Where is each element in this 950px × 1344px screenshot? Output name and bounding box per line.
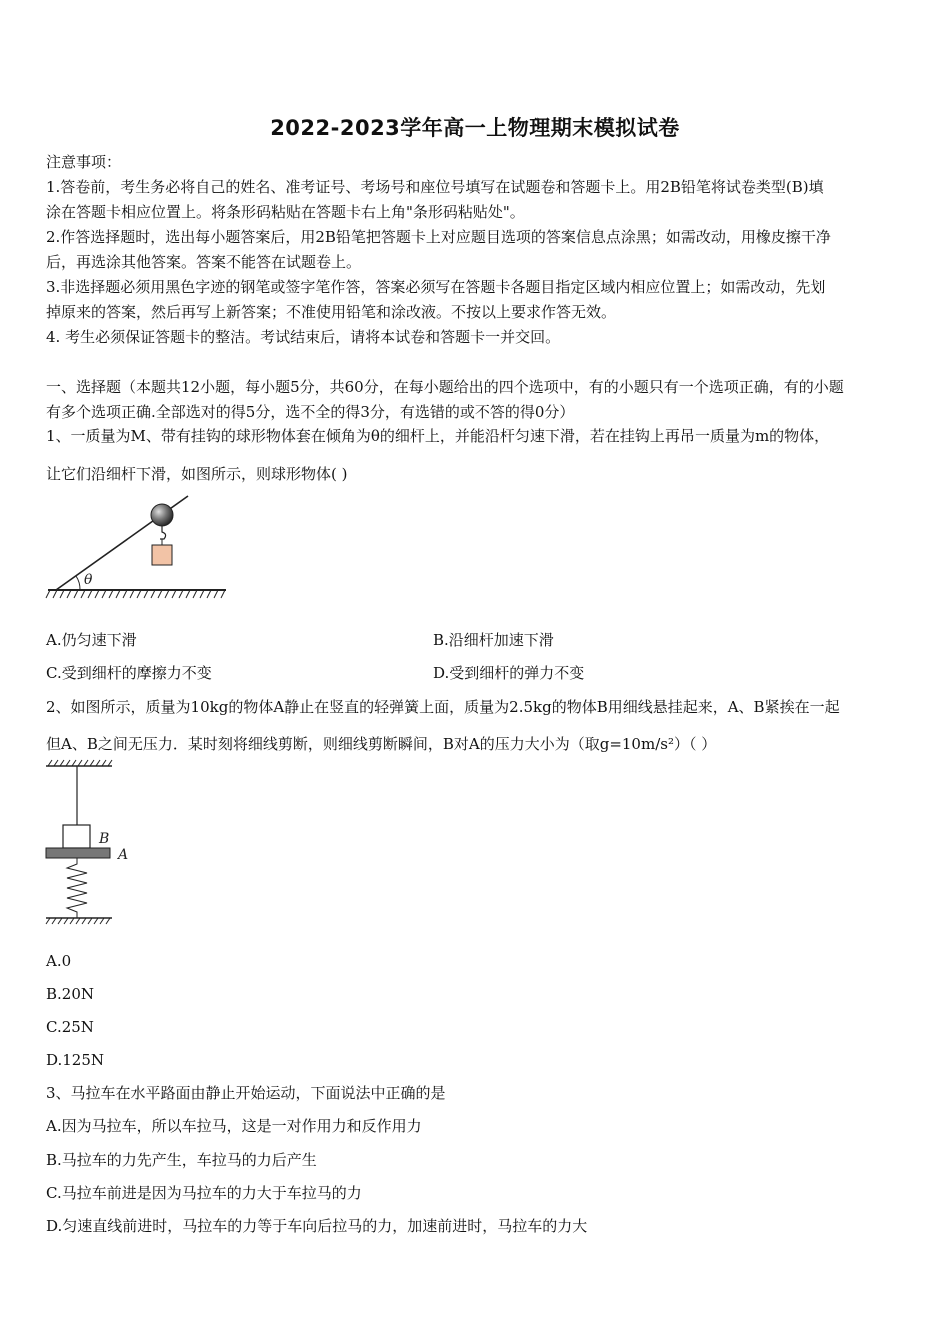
notice-line: 后，再选涂其他答案。答案不能答在试题卷上。 xyxy=(46,253,362,271)
q2-option-b[interactable]: B.20N xyxy=(46,985,95,1003)
notice-line: 2.作答选择题时，选出每小题答案后，用2B铅笔把答题卡上对应题目选项的答案信息点涂黑；如需改动，用橡皮擦干净 xyxy=(46,228,831,246)
q1-stem: 1、一质量为M、带有挂钩的球形物体套在倾角为θ的细杆上，并能沿杆匀速下滑，若在挂钩上再吊一质量为m的物体， xyxy=(46,427,830,445)
notice-line: 涂在答题卡相应位置上。将条形码粘贴在答题卡右上角"条形码粘贴处"。 xyxy=(46,203,525,221)
notice-line: 4. 考生必须保证答题卡的整洁。考试结束后，请将本试卷和答题卡一并交回。 xyxy=(46,328,561,346)
q3-option-d[interactable]: D.匀速直线前进时，马拉车的力等于车向后拉马的力，加速前进时，马拉车的力大 xyxy=(46,1217,588,1235)
q1-option-a[interactable]: A.仍匀速下滑 xyxy=(46,631,137,649)
q1-stem: 让它们沿细杆下滑，如图所示，则球形物体( ) xyxy=(46,465,348,483)
block-b xyxy=(63,825,90,848)
notice-line: 1.答卷前，考生务必将自己的姓名、准考证号、考场号和座位号填写在试题卷和答题卡上。用2B铅笔将试卷类型(B)填 xyxy=(46,178,824,196)
section-instruction: 有多个选项正确.全部选对的得5分，选不全的得3分，有选错的或不答的得0分） xyxy=(46,403,575,421)
q2-stem: 但A、B之间无压力．某时刻将细线剪断，则细线剪断瞬间，B对A的压力大小为（取g=10m/s²）（ ） xyxy=(46,735,717,753)
q2-stem: 2、如图所示，质量为10kg的物体A静止在竖直的轻弹簧上面，质量为2.5kg的物体B用细线悬挂起来，A、B紧挨在一起 xyxy=(46,698,840,716)
q2-option-c[interactable]: C.25N xyxy=(46,1018,94,1036)
q3-option-c[interactable]: C.马拉车前进是因为马拉车的力大于车拉马的力 xyxy=(46,1184,362,1202)
label-b: B xyxy=(99,831,110,847)
plate-a xyxy=(46,848,110,858)
q1-option-d[interactable]: D.受到细杆的弹力不变 xyxy=(433,664,585,682)
q3-stem: 3、马拉车在水平路面由静止开始运动，下面说法中正确的是 xyxy=(46,1084,446,1102)
q2-option-d[interactable]: D.125N xyxy=(46,1051,105,1069)
angle-label: θ xyxy=(84,572,93,588)
q2-figure xyxy=(42,760,152,930)
q1-option-b[interactable]: B.沿细杆加速下滑 xyxy=(433,631,554,649)
page-title: 2022-2023学年高一上物理期末模拟试卷 xyxy=(270,116,680,140)
q3-option-b[interactable]: B.马拉车的力先产生，车拉马的力后产生 xyxy=(46,1151,317,1169)
spring xyxy=(67,858,87,918)
notice-line: 3.非选择题必须用黑色字迹的钢笔或签字笔作答，答案必须写在答题卡各题目指定区域内相应位置上；如需改动，先划 xyxy=(46,278,826,296)
q3-option-a[interactable]: A.因为马拉车，所以车拉马，这是一对作用力和反作用力 xyxy=(46,1117,422,1135)
q1-option-c[interactable]: C.受到细杆的摩擦力不变 xyxy=(46,664,212,682)
q1-figure xyxy=(44,490,234,610)
ball xyxy=(151,504,173,526)
label-a: A xyxy=(118,847,129,863)
q2-option-a[interactable]: A.0 xyxy=(46,952,72,970)
notice-heading: 注意事项： xyxy=(46,153,122,171)
hanging-block xyxy=(152,545,172,565)
notice-line: 掉原来的答案，然后再写上新答案；不准使用铅笔和涂改液。不按以上要求作答无效。 xyxy=(46,303,617,321)
section-instruction: 一、选择题（本题共12小题，每小题5分，共60分，在每小题给出的四个选项中，有的小题只有一个选项正确，有的小题 xyxy=(46,378,844,396)
